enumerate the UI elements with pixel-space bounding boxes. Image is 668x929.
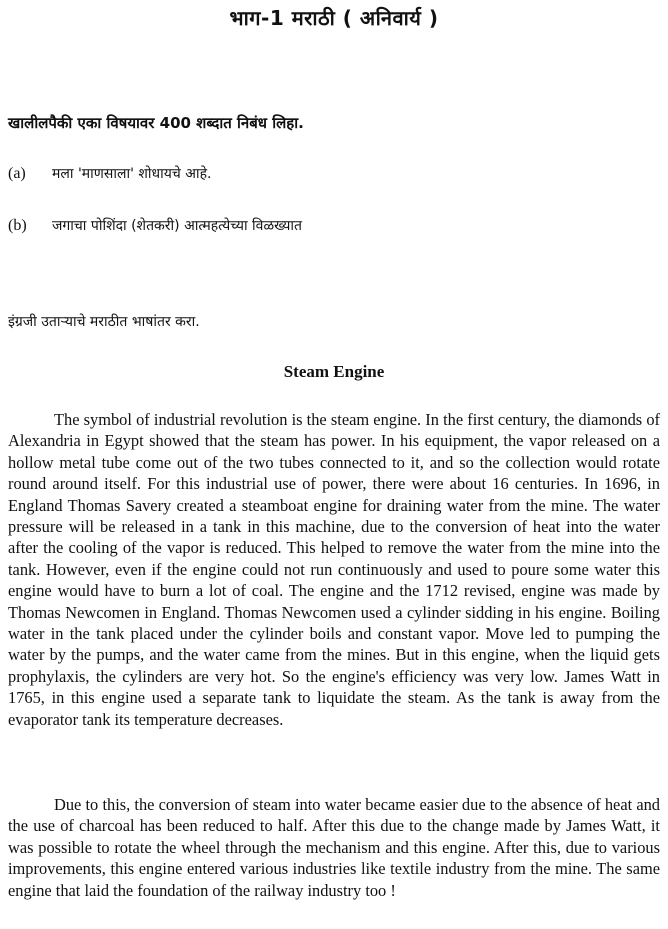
essay-option-b	[8, 216, 302, 235]
translation-instruction: इंग्रजी उताऱ्याचे मराठीत भाषांतर करा.	[8, 314, 200, 330]
option-label: (b)	[8, 217, 27, 234]
essay-instruction: खालीलपैकी एका विषयावर 400 शब्दात निबंध लिहा.	[8, 114, 304, 132]
essay-option-a	[8, 164, 211, 183]
option-text: जगाचा पोशिंदा (शेतकरी) आत्महत्येच्या विळख्यात	[52, 218, 303, 234]
passage-heading: Steam Engine	[283, 362, 385, 381]
page-title: भाग-1 मराठी ( अनिवार्य )	[229, 6, 439, 30]
passage-paragraph-2: Due to this, the conversion of steam into water became easier due to the absence of heat and the use of charcoal has been reduced to half. After this due to the change made by James Watt, it was possible to rotate the wheel through the mechanism and this engine. After this, due to various improvements, this engine entered various industries like textile industry from the mine. The same engine that laid the foundation of the railway industry too !	[8, 795, 660, 900]
passage-paragraph-1: The symbol of industrial revolution is the steam engine. In the first century, the diamonds of Alexandria in Egypt showed that the steam has power. In his equipment, the vapor released on a hollow metal tube come out of the two tubes connected to it, and so the collection would rotate round around itself. For this industrial use of power, there were about 16 centuries. In 1696, in England Thomas Savery created a steamboat engine for draining water from the mine. The water pressure will be released in a tank in this machine, due to the conversion of heat into the water after the cooling of the vapor is reduced. This helped to remove the water from the mine into the tank. However, even if the engine could not run continuously and used to poure some water this engine would have to burn a lot of coal. The engine and the 1712 revised, engine was made by Thomas Newcomen in England. Thomas Newcomen used a cylinder sidding in his engine. Boiling water in the tank placed under the cylinder boils and constant vapor. Move led to pumping the water by the pumps, and the water came from the mines. But in this engine, when the liquid gets prophylaxis, the cylinders are very hot. So the engine's efficiency was very low. James Watt in 1765, in this engine used a separate tank to liquidate the steam. As the tank is away from the evaporator tank its temperature decreases.	[8, 410, 660, 729]
option-label: (a)	[8, 165, 26, 182]
option-text: मला 'माणसाला' शोधायचे आहे.	[52, 166, 212, 182]
